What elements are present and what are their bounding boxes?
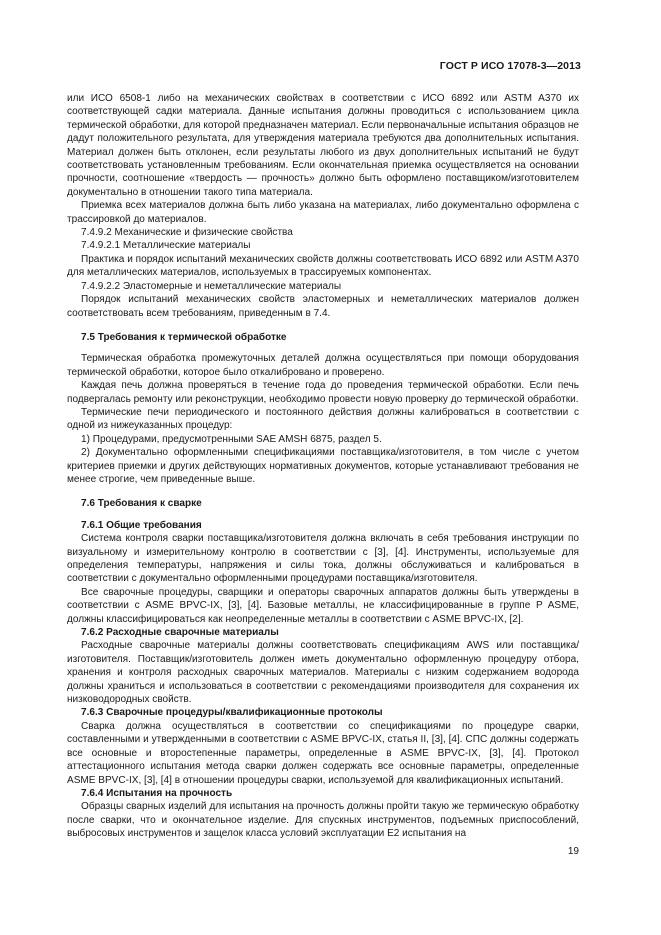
paragraph-metal-testing: Практика и порядок испытаний механических свойств должны соответствовать ИСО 6892 или ASTM A370 для металлических материалов, используемых в трассируемых компонентах. — [67, 253, 579, 279]
clause-7-4-9-2: 7.4.9.2 Механические и физические свойства — [81, 227, 293, 239]
paragraph-welding-control: Система контроля сварки поставщика/изготовителя должна включать в себя требования инструкции по визуальному и измерительному контролю в соответствии с [3], [4]. Инструменты, используемые для определения температуры, напряжения и силы тока, должны обслуживаться и калиброваться в соответствии с документально оформленными процедурами поставщика/изготовителя. — [67, 533, 579, 585]
clause-7-4-9-2-1: 7.4.9.2.1 Металлические материалы — [81, 240, 251, 252]
paragraph-hardness-testing: или ИСО 6508-1 либо на механических свойствах в соответствии с ИСО 6892 или ASTM A370 их соответствующей садки материала. Данные испытания должны проводиться с использованием цикла термической обработки, для которой предназначен материал. Если первоначальные испытания образцов не дадут положительного результата, для утверждения материала требуются два дополнительных испытания. Материал должен быть отклонен, если результаты любого из двух дополнительных испытаний не будут соответствовать установленным требованиям. Если окончательная приемка осуществляется на основании прочности, соотношение «твердость — прочность» должно быть оформлено поставщиком/изготовителем документально в отношении такого типа материала. — [67, 93, 579, 198]
page-number: 19 — [567, 846, 579, 857]
subsection-heading-7-6-4: 7.6.4 Испытания на прочность — [81, 787, 233, 799]
paragraph-heat-treatment: Термическая обработка промежуточных деталей должна осуществляться при помощи оборудования термической обработки, которое было откалибровано и проверено. — [67, 353, 579, 378]
subsection-heading-7-6-3: 7.6.3 Сварочные процедуры/квалификационные протоколы — [81, 707, 383, 719]
subsection-heading-7-6-2: 7.6.2 Расходные сварочные материалы — [81, 627, 279, 639]
list-item-2: 2) Документально оформленными спецификациями поставщика/изготовителя, в том числе с учетом критериев приемки и других действующих нормативных документов, которые устанавливают требования не менее строгие, чем приведенные выше. — [67, 447, 579, 485]
paragraph-furnace-calibration: Термические печи периодического и постоянного действия должны калиброваться в соответствии с одной из нижеуказанных процедур: — [67, 406, 579, 432]
paragraph-procedures: Сварка должна осуществляться в соответствии со спецификациями по процедуре сварки, составленными и утвержденными в соответствии с ASME BPVC-IX, статья II, [3], [4]. СПС должны содержать все основные и второстепенные параметры, определенные в ASME BPVC-IX, [3], [4]. Протокол аттестационного испытания метода сварки должен содержать все основные параметры, определенные ASME BPVC-IX, [3], [4] в отношении процедуры сварки, используемой для квалификационных испытаний. — [67, 720, 579, 786]
clause-7-4-9-2-2: 7.4.9.2.2 Эластомерные и неметаллические материалы — [81, 280, 342, 292]
paragraph-acceptance: Приемка всех материалов должна быть либо указана на материалах, либо документально оформлена с трассировкой до материалов. — [67, 200, 579, 225]
list-item-1: 1) Процедурами, предусмотренными SAE AMSH 6875, раздел 5. — [81, 433, 382, 445]
section-heading-7-5: 7.5 Требования к термической обработке — [81, 331, 287, 343]
paragraph-strength-testing: Образцы сварных изделий для испытания на прочность должны пройти такую же термическую обработку после сварки, что и окончательное изделие. Для спускных инструментов, подъемных приспособлений, выбросовых инструментов и защелок класса условий эксплуатации E2 испытания на — [67, 801, 579, 840]
subsection-heading-7-6-1: 7.6.1 Общие требования — [81, 519, 202, 531]
paragraph-elastomer-testing: Порядок испытаний механических свойств эластомерных и неметаллических материалов должен соответствовать всем требованиям, приведенным в 7.4. — [67, 294, 579, 319]
document-body — [67, 92, 579, 841]
document-header: ГОСТ Р ИСО 17078-3—2013 — [439, 60, 581, 72]
section-heading-7-6: 7.6 Требования к сварке — [81, 498, 202, 510]
paragraph-consumables: Расходные сварочные материалы должны соответствовать спецификациям AWS или поставщика/изготовителя. Поставщик/изготовитель должен иметь документально оформленную процедуру отбора, хранения и контроля расходных сварочных материалов. Материалы с низким содержанием водорода должны храниться и использоваться в соответствии с рекомендациями производителя для сохранения их низководородных свойств. — [67, 640, 579, 706]
paragraph-furnace-check: Каждая печь должна проверяться в течение года до проведения термической обработки. Если печь подвергалась ремонту или реконструкции, необходимо провести новую проверку до термической обработки. — [67, 380, 579, 405]
paragraph-welding-approval: Все сварочные процедуры, сварщики и операторы сварочных аппаратов должны быть утверждены в соответствии с ASME BPVC-IX, [3], [4]. Базовые металлы, не классифицированные в группе P ASME, должны классифицироваться как неопределенные металлы в соответствии с ASME BPVC-IX, [2]. — [67, 586, 579, 625]
